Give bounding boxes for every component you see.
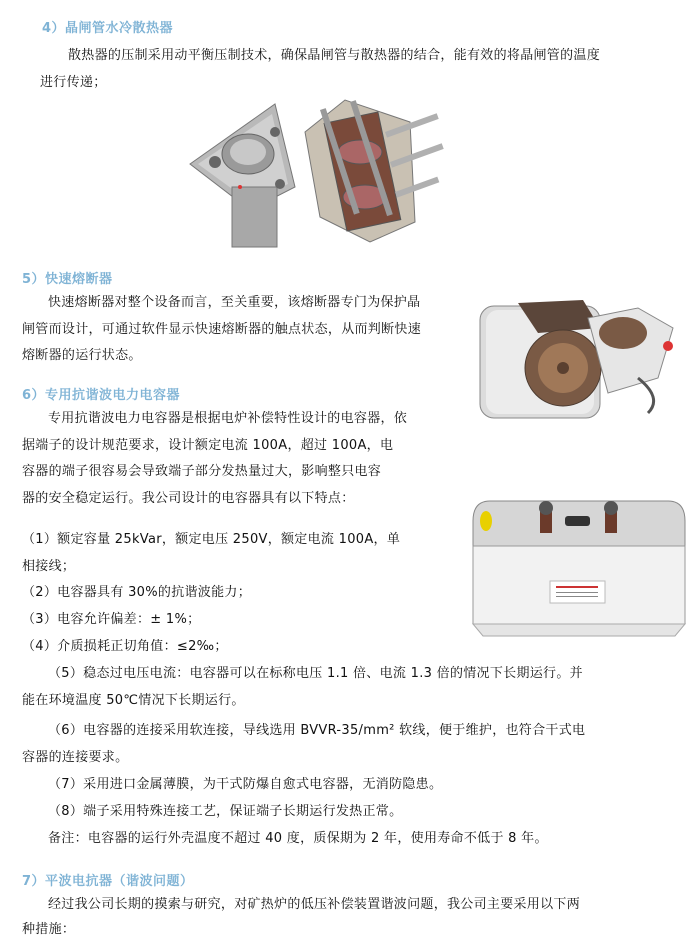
section-7-title: 7）平波电抗器（谐波问题） (22, 874, 194, 889)
section-7-paragraph-line-2: 种措施： (22, 922, 76, 937)
section-6-title: 6）专用抗谐波电力电容器 (22, 388, 181, 403)
section-6-paragraph-line-1: 专用抗谐波电力电容器是根据电炉补偿特性设计的电容器，依 (48, 411, 408, 426)
section-6-item-6-continued: 容器的连接要求。 (22, 750, 129, 765)
section-6-item-7: （7）采用进口金属薄膜，为干式防爆自愈式电容器，无消防隐患。 (48, 777, 443, 792)
section-6-item-1-continued: 相接线； (22, 559, 76, 574)
section-5-paragraph-line-2: 闸管而设计，可通过软件显示快速熔断器的触点状态，从而判断快速 (22, 322, 422, 337)
section-5-paragraph-line-3: 熔断器的运行状态。 (22, 348, 142, 363)
section-6-item-6: （6）电容器的连接采用软连接，导线选用 BVVR-35/mm² 软线，便于维护，也符合干式电 (48, 723, 586, 738)
section-6-paragraph-line-4: 器的安全稳定运行。我公司设计的电容器具有以下特点： (22, 491, 355, 506)
section-7-paragraph-line-1: 经过我公司长期的摸索与研究，对矿热炉的低压补偿装置谐波问题，我公司主要采用以下两 (48, 897, 581, 912)
section-6-item-2: （2）电容器具有 30%的抗谐波能力； (22, 585, 251, 600)
section-6-note: 备注：电容器的运行外壳温度不超过 40 度，质保期为 2 年，使用寿命不低于 8 年。 (48, 831, 548, 846)
section-6-paragraph-line-3: 容器的端子很容易会导致端子部分发热量过大，影响整只电容 (22, 464, 382, 479)
section-4-paragraph-line-1: 散热器的压制采用动平衡压制技术，确保晶闸管与散热器的结合，能有效的将晶闸管的温度 (68, 48, 601, 63)
section-4-title: 4）晶闸管水冷散热器 (42, 21, 174, 36)
section-4-paragraph-line-2: 进行传递； (40, 75, 107, 90)
section-6-item-8: （8）端子采用特殊连接工艺，保证端子长期运行发热正常。 (48, 804, 403, 819)
section-6-item-3: （3）电容允许偏差：± 1%； (22, 612, 201, 627)
section-6-item-1: （1）额定容量 25kVar，额定电压 250V，额定电流 100A，单 (22, 532, 401, 547)
power-capacitor-photo (470, 486, 688, 641)
section-6-item-5: （5）稳态过电压电流：电容器可以在标称电压 1.1 倍、电流 1.3 倍的情况下长期运行。并 (48, 666, 583, 681)
heatsink-photo (180, 92, 450, 252)
section-6-item-5-continued: 能在环境温度 50℃情况下长期运行。 (22, 693, 245, 708)
fast-fuse-photo (478, 288, 688, 423)
section-6-item-4: （4）介质损耗正切角值：≤2‰； (22, 639, 228, 654)
section-6-paragraph-line-2: 据端子的设计规范要求，设计额定电流 100A，超过 100A，电 (22, 438, 394, 453)
section-5-title: 5）快速熔断器 (22, 272, 113, 287)
section-5-paragraph-line-1: 快速熔断器对整个设备而言，至关重要，该熔断器专门为保护晶 (48, 295, 421, 310)
